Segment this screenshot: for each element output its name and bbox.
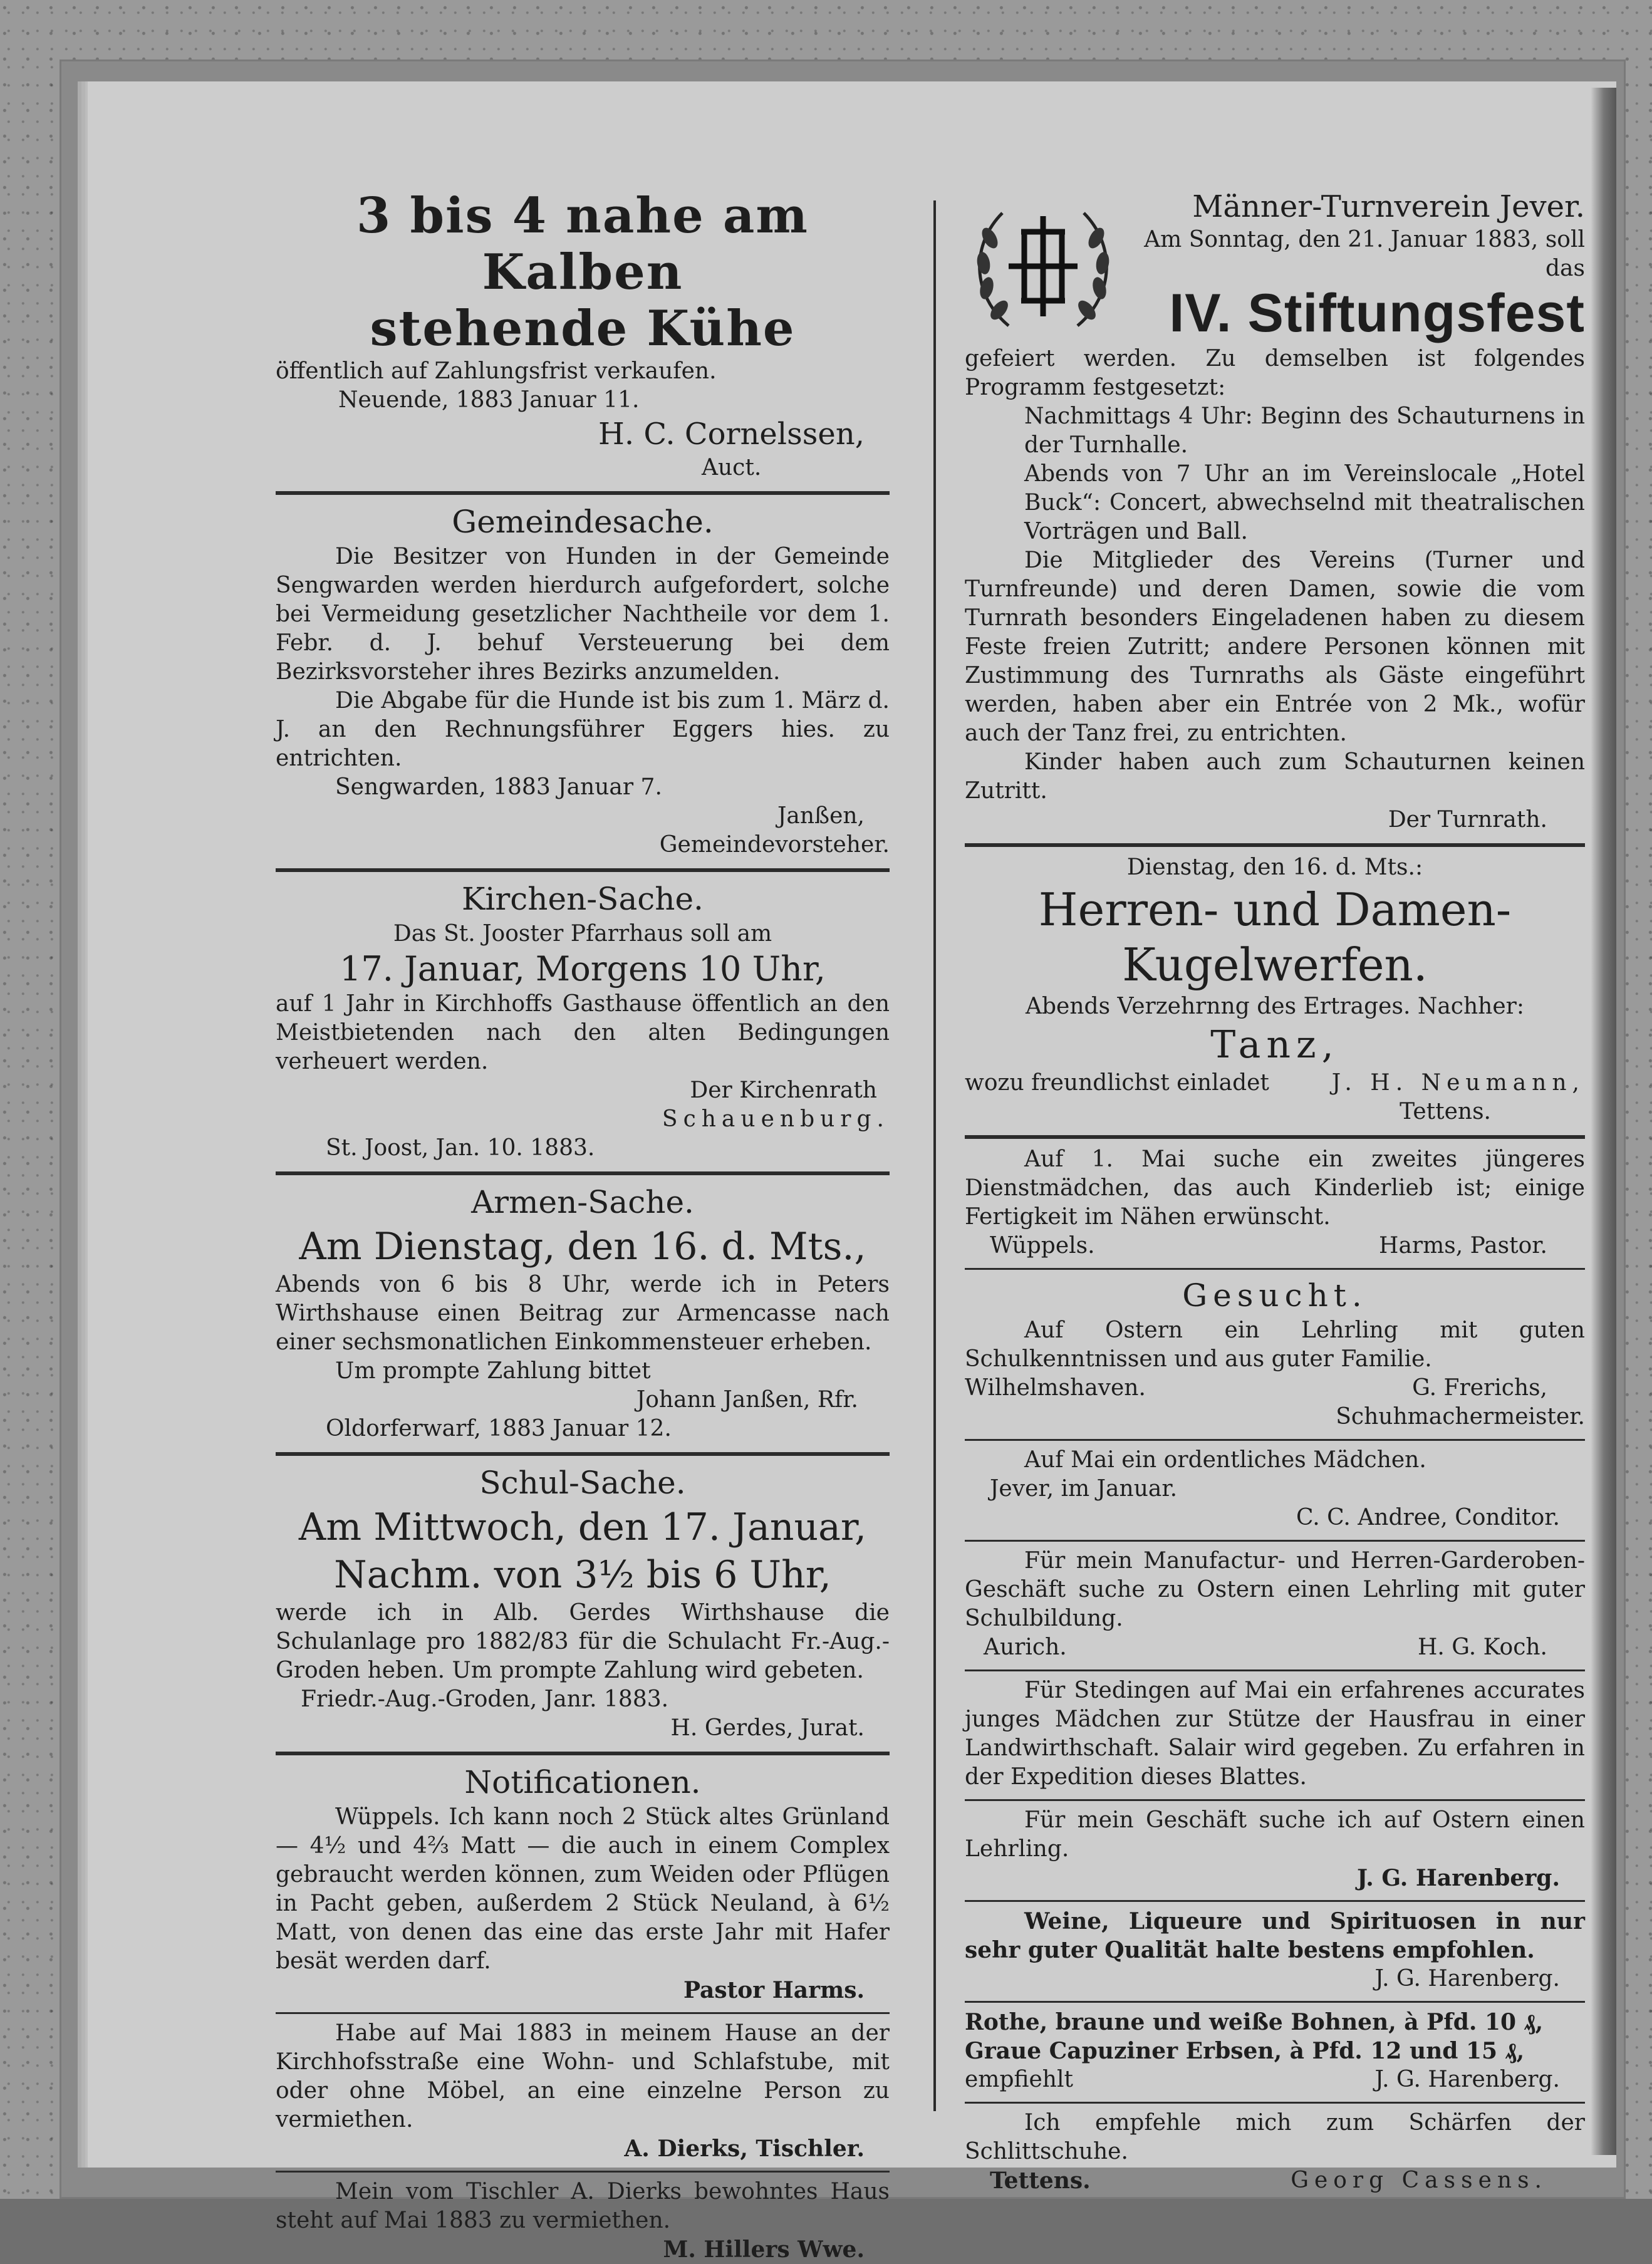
- harms-place: Wüppels.: [990, 1233, 1095, 1259]
- kirchen-place: St. Joost, Jan. 10. 1883.: [326, 1135, 595, 1161]
- schul-date2: Nachm. von 3½ bis 6 Uhr,: [334, 1553, 831, 1597]
- dierks-p1: Habe auf Mai 1883 in meinem Hause an der Kirchhofsstraße eine Wohn- und Schlafstube, mit oder ohne Möbel, an eine einzelne Person zu vermiethen.: [276, 2020, 890, 2132]
- haren2-p1: Weine, Liqueure und Spirituosen in nur sehr guter Qualität halte bestens empfohlen.: [965, 1908, 1585, 1963]
- kugel-sig: J. H. Neumann,: [1331, 1070, 1585, 1096]
- turn-fest: IV. Stiftungsfest: [1169, 283, 1585, 343]
- kugel-title2: Kugelwerfen.: [1122, 938, 1428, 991]
- koch-sig: H. G. Koch.: [1417, 1634, 1547, 1660]
- ad-notificationen: [276, 1762, 890, 2005]
- kirchen-heading: Kirchen-Sache.: [462, 881, 704, 917]
- kugel-tanz: Tanz,: [1210, 1023, 1339, 1067]
- notif-heading: Notificationen.: [464, 1764, 701, 1800]
- koch-p1: Für mein Manufactur- und Herren-Garderoben-Geschäft suche zu Ostern einen Lehrling mit guter Schulbildung.: [965, 1548, 1585, 1631]
- kugel-p2: wozu freundlichst einladet: [965, 1070, 1269, 1096]
- gesucht-p1: Auf Ostern ein Lehrling mit guten Schulkenntnissen und aus guter Familie.: [965, 1317, 1585, 1372]
- gesucht-sig-row: [965, 1374, 1585, 1403]
- rule: [276, 2012, 890, 2014]
- gemeinde-role: Gemeindevorsteher.: [659, 832, 890, 858]
- rule: [965, 1799, 1585, 1801]
- armen-date: Am Dienstag, den 16. d. Mts.,: [299, 1225, 866, 1269]
- ad-koch: [965, 1547, 1585, 1662]
- rule: [965, 1439, 1585, 1441]
- turn-p3: Abends von 7 Uhr an im Vereinslocale „Hotel Buck“: Concert, abwechselnd mit theatralischen Vorträgen und Ball.: [1024, 461, 1585, 544]
- armen-p2: Um prompte Zahlung bittet: [335, 1358, 651, 1384]
- kugel-date: Dienstag, den 16. d. Mts.:: [1126, 854, 1423, 880]
- ad-armen: [276, 1181, 890, 1443]
- armen-place: Oldorferwarf, 1883 Januar 12.: [326, 1416, 672, 1441]
- kirchen-p2: auf 1 Jahr in Kirchhoffs Gasthause öffentlich an den Meistbietenden nach den alten Bedingungen verheuert werden.: [276, 991, 890, 1074]
- harms-sig: Harms, Pastor.: [1379, 1233, 1547, 1259]
- gemeinde-place: Sengwarden, 1883 Januar 7.: [335, 774, 662, 800]
- kuehe-place: Neuende, 1883 Januar 11.: [338, 387, 640, 413]
- ad-kuehe: [276, 188, 890, 482]
- turn-title: Männer-Turnverein Jever.: [1192, 189, 1585, 224]
- ad-kugelwerfen: [965, 853, 1585, 1126]
- haren1-p1: Für mein Geschäft suche ich auf Ostern einen Lehrling.: [965, 1807, 1585, 1862]
- kuehe-title1: 3 bis 4 nahe am Kalben: [356, 187, 809, 301]
- schul-place: Friedr.-Aug.-Groden, Janr. 1883.: [301, 1686, 669, 1712]
- turn-p2: Nachmittags 4 Uhr: Beginn des Schauturnens in der Turnhalle.: [1024, 403, 1585, 458]
- schul-heading: Schul-Sache.: [479, 1465, 686, 1501]
- koch-place: Aurich.: [984, 1634, 1067, 1660]
- turn-p4: Die Mitglieder des Vereins (Turner und Turnfreunde) und deren Damen, sowie die vom Turnrath besonders Eingeladenen haben zu diesem Feste freien Zutritt; andere Personen können mit Zustimmung des Turnraths als Gäste eingeführt werden, haben aber ein Entrée von 2 Mk., wofür auch der Tanz frei, zu entrichten.: [965, 548, 1585, 746]
- hillers-p1: Mein vom Tischler A. Dierks bewohntes Haus steht auf Mai 1883 zu vermiethen.: [276, 2179, 890, 2233]
- rule: [965, 1900, 1585, 1902]
- rule: [965, 843, 1585, 847]
- cassens-sig: Georg Cassens.: [1291, 2168, 1547, 2193]
- kuehe-text: öffentlich auf Zahlungsfrist verkaufen.: [276, 358, 717, 384]
- kirchen-p1: Das St. Jooster Pfarrhaus soll am: [393, 921, 772, 947]
- kuehe-role: Auct.: [702, 455, 762, 480]
- cassens-p1: Ich empfehle mich zum Schärfen der Schlittschuhe.: [965, 2110, 1585, 2164]
- rule: [965, 1135, 1585, 1139]
- schul-p1: werde ich in Alb. Gerdes Wirthshause die Schulanlage pro 1882/83 für die Schulacht Fr.-Aug.-Groden heben. Um prompte Zahlung wird gebeten.: [276, 1600, 890, 1683]
- kirchen-sig2: Schauenburg.: [662, 1106, 890, 1132]
- ad-harms: [965, 1145, 1585, 1260]
- kirchen-date: 17. Januar, Morgens 10 Uhr,: [340, 949, 826, 989]
- kuehe-sig: H. C. Cornelssen,: [598, 417, 865, 452]
- left-column: [276, 188, 890, 2264]
- armen-heading: Armen-Sache.: [471, 1184, 694, 1220]
- haren3-sig-row: [965, 2065, 1585, 2094]
- schul-sig: H. Gerdes, Jurat.: [670, 1715, 865, 1741]
- turn-header-text: [1121, 188, 1585, 343]
- ad-kirchen: [276, 878, 890, 1163]
- kugel-title1: Herren- und Damen-: [1038, 883, 1512, 936]
- gesucht-role: Schuhmachermeister.: [1336, 1404, 1585, 1430]
- gemeinde-sig: Janßen,: [777, 803, 865, 829]
- ad-stedingen: [965, 1676, 1585, 1792]
- rule: [276, 2171, 890, 2173]
- haren3-p3: empfiehlt: [965, 2067, 1073, 2092]
- gesucht-sig: G. Frerichs,: [1412, 1375, 1547, 1401]
- gemeinde-p1: Die Besitzer von Hunden in der Gemeinde Sengwarden werden hierdurch aufgefordert, solche bei Vermeidung gesetzlicher Nachtheile vor dem 1. Febr. d. J. behuf Versteuerung bei dem Bezirksvorsteher ihres Bezirks anzumelden.: [276, 544, 890, 685]
- ad-schul: [276, 1462, 890, 1743]
- haren1-sig: J. G. Harenberg.: [1357, 1865, 1560, 1891]
- page-gutter: [1591, 88, 1616, 2155]
- ad-cassens: [965, 2109, 1585, 2195]
- ad-harenberg-weine: [965, 1907, 1585, 1993]
- rule: [276, 1452, 890, 1456]
- ad-gesucht: [965, 1275, 1585, 1431]
- notif-p1: Wüppels. Ich kann noch 2 Stück altes Grünland — 4½ und 4⅔ Matt — die auch in einem Complex gebraucht werden können, zum Weiden oder Pflügen in Pacht geben, außerdem 2 Stück Neuland, à 6½ Matt, von denen das eine das erste Jahr mit Hafer besät werden darf.: [276, 1804, 890, 1974]
- haren3-sig: J. G. Harenberg.: [1374, 2067, 1560, 2092]
- koch-sig-row: [965, 1633, 1585, 1662]
- armen-sig: Johann Janßen, Rfr.: [636, 1387, 858, 1413]
- haren3-p1: Rothe, braune und weiße Bohnen, à Pfd. 10 ₰,: [965, 2009, 1544, 2035]
- gemeinde-heading: Gemeindesache.: [452, 504, 714, 540]
- rule: [965, 2102, 1585, 2104]
- rule: [276, 1752, 890, 1755]
- schul-date1: Am Mittwoch, den 17. Januar,: [298, 1505, 867, 1549]
- rule: [965, 1268, 1585, 1270]
- ad-hillers: [276, 2178, 890, 2264]
- rule: [965, 1669, 1585, 1671]
- rule: [276, 491, 890, 495]
- notif-sig: Pastor Harms.: [683, 1977, 865, 2003]
- ad-dierks: [276, 2019, 890, 2163]
- column-divider: [933, 200, 936, 2111]
- ad-andree: [965, 1446, 1585, 1532]
- rule: [276, 1171, 890, 1175]
- ad-gemeinde: [276, 501, 890, 859]
- turn-intro: Am Sonntag, den 21. Januar 1883, soll das: [1144, 227, 1585, 281]
- haren3-p2: Graue Capuziner Erbsen, à Pfd. 12 und 15 ₰,: [965, 2038, 1525, 2064]
- kugel-place: Tettens.: [1400, 1099, 1491, 1124]
- right-column: [965, 188, 1585, 2195]
- rule: [276, 868, 890, 872]
- cassens-place: Tettens.: [990, 2168, 1091, 2194]
- dierks-sig: A. Dierks, Tischler.: [624, 2136, 865, 2162]
- kugel-p1: Abends Verzehrnng des Ertrages. Nachher:: [1026, 994, 1524, 1019]
- armen-p1: Abends von 6 bis 8 Uhr, werde ich in Peters Wirthshause einen Beitrag zur Armencasse nach einer sechsmonatlichen Einkommensteuer erheben.: [276, 1272, 890, 1355]
- ad-harenberg-bohnen: [965, 2008, 1585, 2094]
- gesucht-heading: Gesucht.: [1182, 1277, 1368, 1314]
- cassens-sig-row: [965, 2166, 1585, 2195]
- rule: [965, 1540, 1585, 1542]
- hillers-sig: M. Hillers Wwe.: [663, 2236, 865, 2263]
- turnverein-emblem-icon: [965, 188, 1121, 345]
- ad-turnverein: [965, 188, 1585, 834]
- rule: [965, 2001, 1585, 2003]
- gesucht-place: Wilhelmshaven.: [965, 1375, 1146, 1401]
- andree-sig: C. C. Andree, Conditor.: [1296, 1505, 1560, 1530]
- haren2-sig: J. G. Harenberg.: [1374, 1966, 1560, 1991]
- andree-p1: Auf Mai ein ordentliches Mädchen.: [1024, 1447, 1426, 1473]
- turn-p1: gefeiert werden. Zu demselben ist folgendes Programm festgesetzt:: [965, 346, 1585, 400]
- harms-sig-row: [965, 1232, 1585, 1260]
- ad-harenberg-lehrling: [965, 1806, 1585, 1893]
- turn-p5: Kinder haben auch zum Schauturnen keinen Zutritt.: [965, 749, 1585, 804]
- kirchen-sig1: Der Kirchenrath: [690, 1077, 877, 1103]
- kugel-sig-row: [965, 1069, 1585, 1098]
- stedingen-p1: Für Stedingen auf Mai ein erfahrenes accurates junges Mädchen zur Stütze der Hausfrau in einer Landwirthschaft. Salair wird gegeben. Zu erfahren in der Expedition dieses Blattes.: [965, 1678, 1585, 1790]
- harms-p1: Auf 1. Mai suche ein zweites jüngeres Dienstmädchen, das auch Kinderlieb ist; einige Fertigkeit im Nähen erwünscht.: [965, 1146, 1585, 1230]
- andree-place: Jever, im Januar.: [990, 1476, 1178, 1502]
- kuehe-title2: stehende Kühe: [370, 300, 796, 357]
- turn-header: [965, 188, 1585, 345]
- gemeinde-p2: Die Abgabe für die Hunde ist bis zum 1. März d. J. an den Rechnungsführer Eggers hies. zu entrichten.: [276, 688, 890, 771]
- turn-sig: Der Turnrath.: [1388, 807, 1547, 833]
